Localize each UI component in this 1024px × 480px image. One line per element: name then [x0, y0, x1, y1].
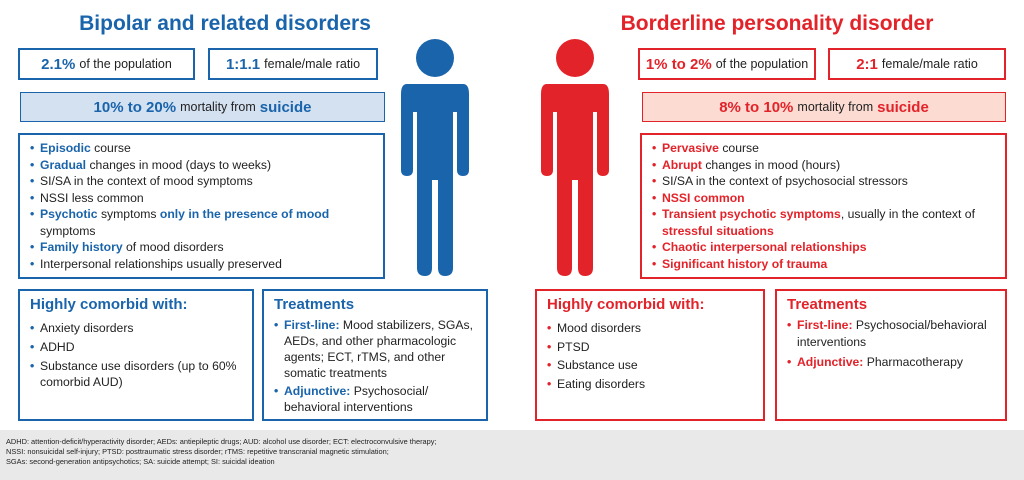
list-item: • Gradual changes in mood (days to weeks)	[30, 157, 375, 174]
bipolar-comorbid-heading: Highly comorbid with:	[30, 296, 188, 313]
footer-line: SGAs: second-generation antipsychotics; SA: suicide attempt; SI: suicidal ideation	[6, 457, 275, 466]
bipolar-treatments-heading: Treatments	[274, 296, 355, 313]
borderline-mortality-value: 8% to 10%	[719, 98, 794, 116]
bipolar-mortality-label: mortality from	[180, 100, 256, 114]
list-item: • Substance use	[547, 356, 755, 375]
borderline-mortality-emphasis: suicide	[877, 98, 929, 116]
bipolar-ratio-value: 1:1.1	[225, 55, 261, 73]
list-item: • Family history of mood disorders	[30, 239, 375, 256]
list-item: • ADHD	[30, 338, 244, 357]
list-item: • Chaotic interpersonal relationships	[652, 239, 997, 256]
footer-line: ADHD: attention-deficit/hyperactivity disorder; AEDs: antiepileptic drugs; AUD: alcohol use disorder; ECT: electroconvulsive therapy;	[6, 437, 437, 446]
bipolar-features-box	[18, 133, 385, 279]
borderline-prevalence-value: 1% to 2%	[645, 55, 712, 73]
borderline-title: Borderline personality disorder	[620, 12, 934, 35]
person-icon	[535, 38, 615, 278]
list-item: • Significant history of trauma	[652, 256, 997, 273]
bipolar-title: Bipolar and related disorders	[79, 12, 371, 35]
borderline-treatments-box	[775, 289, 1007, 421]
list-item: • Anxiety disorders	[30, 319, 244, 338]
bipolar-mortality-emphasis: suicide	[259, 98, 312, 116]
borderline-comorbid-heading: Highly comorbid with:	[547, 296, 705, 313]
list-item: • Episodic course	[30, 140, 375, 157]
list-item: • First-line: Mood stabilizers, SGAs, AEDs, and other pharmacologic agents; ECT, rTMS, and other somatic treatments	[274, 317, 478, 381]
footer-line: NSSI: nonsuicidal self-injury; PTSD: posttraumatic stress disorder; rTMS: repetitive transcranial magnetic stimulation;	[6, 447, 389, 456]
list-item: • NSSI common	[652, 190, 997, 207]
list-item: • Pervasive course	[652, 140, 997, 157]
list-item: • Adjunctive: Pharmacotherapy	[787, 354, 997, 371]
borderline-mortality-box	[642, 92, 1006, 122]
list-item: • Psychotic symptoms only in the presence of mood symptoms	[30, 206, 375, 239]
list-item: • Adjunctive: Psychosocial/ behavioral interventions	[274, 383, 478, 415]
bipolar-prevalence-value: 2.1%	[41, 55, 76, 73]
bipolar-prevalence-label: of the population	[79, 57, 172, 71]
bipolar-prevalence-box	[18, 48, 195, 80]
list-item: • Eating disorders	[547, 375, 755, 394]
list-item: • Abrupt changes in mood (hours)	[652, 157, 997, 174]
list-item: • NSSI less common	[30, 190, 375, 207]
borderline-prevalence-box	[638, 48, 816, 80]
list-item: • PTSD	[547, 338, 755, 357]
person-icon	[395, 38, 475, 278]
bipolar-comorbid-box	[18, 289, 254, 421]
borderline-mortality-label: mortality from	[797, 100, 874, 114]
list-item: • First-line: Psychosocial/behavioral interventions	[787, 317, 997, 350]
borderline-prevalence-label: of the population	[715, 57, 809, 71]
borderline-ratio-value: 2:1	[856, 55, 878, 73]
bipolar-mortality-box	[20, 92, 385, 122]
bipolar-mortality-value: 10% to 20%	[93, 98, 177, 116]
bipolar-ratio-label: female/male ratio	[264, 57, 361, 71]
list-item: • Mood disorders	[547, 319, 755, 338]
bipolar-treatments-box	[262, 289, 488, 421]
bipolar-ratio-box	[208, 48, 378, 80]
borderline-ratio-box	[828, 48, 1006, 80]
borderline-ratio-label: female/male ratio	[881, 57, 978, 71]
abbreviations-footer	[0, 430, 1024, 480]
borderline-treatments-heading: Treatments	[787, 296, 868, 313]
borderline-comorbid-box	[535, 289, 765, 421]
list-item: • Interpersonal relationships usually preserved	[30, 256, 375, 273]
list-item: • Substance use disorders (up to 60% comorbid AUD)	[30, 358, 244, 390]
list-item: • Transient psychotic symptoms, usually in the context of stressful situations	[652, 206, 997, 239]
list-item: • SI/SA in the context of mood symptoms	[30, 173, 375, 190]
borderline-features-box	[640, 133, 1007, 279]
list-item: • SI/SA in the context of psychosocial stressors	[652, 173, 997, 190]
